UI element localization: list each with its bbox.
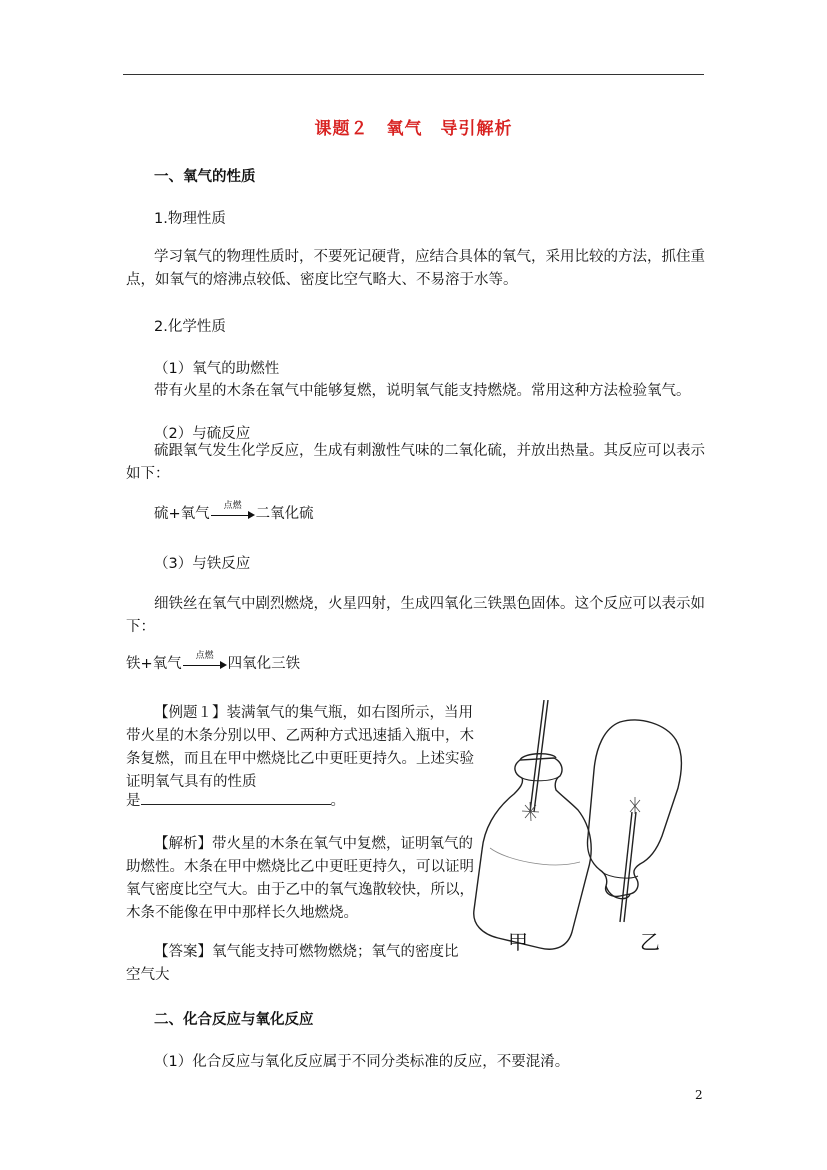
gas-bottle-figure <box>470 700 690 955</box>
bottle-yi-icon <box>588 720 682 899</box>
item2-line2: 如下： <box>126 466 170 482</box>
analysis-line2: 助燃性。木条在甲中燃烧比乙中更旺更持久，可以证明 <box>126 859 474 875</box>
answer-prefix: 是 <box>126 793 141 809</box>
equation-iron <box>126 652 300 673</box>
analysis-line3: 氧气密度比空气大。由于乙中的氧气逸散较快，所以， <box>126 882 474 898</box>
item3-line2: 下： <box>126 619 155 635</box>
page-title: 课题２ 氧气 导引解析 <box>314 119 513 139</box>
answer-line1: 【答案】氧气能支持可燃物燃烧；氧气的密度比 <box>154 944 459 960</box>
answer-line2: 空气大 <box>126 967 170 983</box>
item2-title: （2）与硫反应 <box>154 426 251 442</box>
item3-title: （3）与铁反应 <box>154 556 251 572</box>
section2-item1: （1）化合反应与氧化反应属于不同分类标准的反应，不要混淆。 <box>154 1054 570 1070</box>
equation-iron-product: 四氧化三铁 <box>227 656 301 672</box>
example-line3: 条复燃，而且在甲中燃烧比乙中更旺更持久。上述实验 <box>126 751 474 767</box>
header-rule <box>123 74 704 75</box>
equation-iron-reactants: 铁+氧气 <box>126 656 182 672</box>
spark-icon <box>630 797 640 814</box>
equation-sulfur <box>154 502 314 523</box>
spark-icon <box>522 802 539 821</box>
bottle-jia-icon <box>474 754 591 949</box>
subheading-physical: 1.物理性质 <box>154 211 226 227</box>
paragraph-physical-line1: 学习氧气的物理性质时，不要死记硬背，应结合具体的氧气，采用比较的方法，抓住重 <box>154 249 705 265</box>
equation-sulfur-product: 二氧化硫 <box>255 506 314 522</box>
answer-suffix: 。 <box>330 793 345 809</box>
item1-text: 带有火星的木条在氧气中能够复燃，说明氧气能支持燃烧。常用这种方法检验氧气。 <box>154 383 691 399</box>
item2-line1: 硫跟氧气发生化学反应，生成有刺激性气味的二氧化硫，并放出热量。其反应可以表示 <box>154 443 705 459</box>
figure-label-yi: 乙 <box>640 930 660 954</box>
example-line1: 【例题１】装满氧气的集气瓶，如右图所示，当用 <box>154 705 473 721</box>
analysis-line4: 木条不能像在甲中那样长久地燃烧。 <box>126 905 358 921</box>
answer-blank <box>141 790 331 805</box>
example-line4: 证明氧气具有的性质 <box>126 774 257 790</box>
reaction-arrow-icon <box>183 651 227 672</box>
item1-title: （1）氧气的助燃性 <box>154 361 280 377</box>
example-line2: 带火星的木条分别以甲、乙两种方式迅速插入瓶中，木 <box>126 728 474 744</box>
paragraph-physical-line2: 点，如氧气的熔沸点较低、密度比空气略大、不易溶于水等。 <box>126 272 518 288</box>
example-line5 <box>126 790 345 813</box>
page-number: 2 <box>695 1088 703 1102</box>
figure-label-jia: 甲 <box>508 930 528 954</box>
section1-heading: 一、氧气的性质 <box>154 169 256 185</box>
item3-line1: 细铁丝在氧气中剧烈燃烧，火星四射，生成四氧化三铁黑色固体。这个反应可以表示如 <box>154 596 705 612</box>
reaction-condition: 点燃 <box>195 651 214 661</box>
reaction-arrow-icon <box>211 501 255 522</box>
subheading-chemical: 2.化学性质 <box>154 319 226 335</box>
equation-sulfur-reactants: 硫+氧气 <box>154 506 210 522</box>
section2-heading: 二、化合反应与氧化反应 <box>154 1012 314 1028</box>
analysis-line1: 【解析】带火星的木条在氧气中复燃，证明氧气的 <box>154 836 473 852</box>
reaction-condition: 点燃 <box>223 501 242 511</box>
